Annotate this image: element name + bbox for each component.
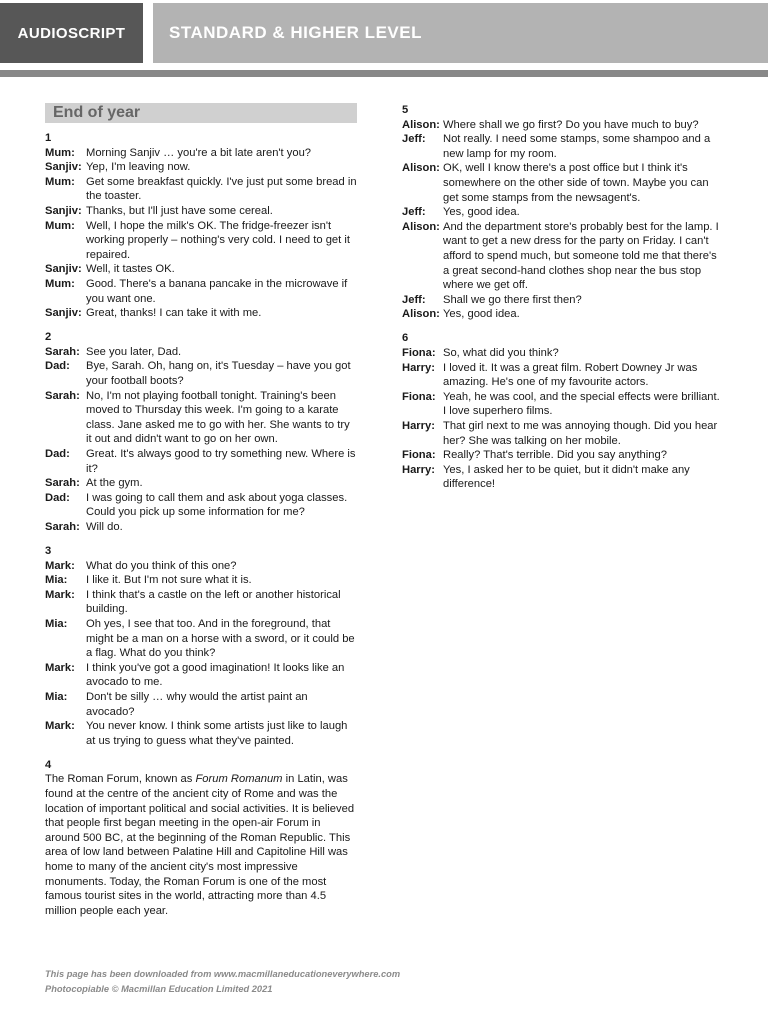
dialogue-line [45,491,357,520]
dialogue-line [45,661,357,690]
dialogue-text: Don't be silly … why would the artist paint an avocado? [86,690,308,718]
dialogue-line [402,220,724,293]
dialogue-text: Will do. [86,520,123,533]
dialogue-line [402,132,724,161]
dialogue-text: Well, it tastes OK. [86,263,175,276]
dialogue-line [402,307,724,322]
dialogue-line [45,719,357,748]
audioscript-tab [0,3,143,63]
section-heading: End of year [45,103,357,123]
speaker-name: Mia: [45,618,68,630]
speaker-name: Sarah: [45,389,80,402]
dialogue-text: And the department store's probably best for the lamp. I want to get a new dress for the party on Friday. I can't afford to spend much, but someone told me that there's a great second-hand clothes shop near the bus stop where we get off. [443,220,719,292]
dialogue-text: You never know. I think some artists just like to laugh at us trying to guess what they've painted. [86,720,348,747]
dialogue-text: Yeah, he was cool, and the special effects were brilliant. I love superhero films. [443,390,720,418]
speaker-name: Alison: [402,162,440,175]
speaker-name: Mia: [45,574,68,587]
dialogue-text: Yep, I'm leaving now. [86,161,191,174]
dialogue-text: At the gym. [86,477,143,490]
dialogue-text: I like it. But I'm not sure what it is. [86,574,252,587]
dialogue-text: So, what did you think? [443,347,559,359]
speaker-name: Harry: [402,419,435,432]
level-banner [153,3,768,63]
speaker-name: Mark: [45,588,75,601]
speaker-name: Sanjiv: [45,204,82,217]
dialogue-line [402,118,724,133]
script-section-1 [45,131,357,321]
dialogue-line [402,448,724,463]
script-section-4 [45,758,357,919]
speaker-name: Sarah: [45,520,80,533]
dialogue-line [45,573,357,588]
dialogue-text: I think you've got a good imagination! It looks like an avocado to me. [86,661,345,689]
footer [45,967,565,996]
dialogue-line [45,559,357,574]
right-column [402,103,724,501]
dialogue-line [402,293,724,308]
dialogue-text: Get some breakfast quickly. I've just put some bread in the toaster. [86,175,357,203]
dialogue-line [45,345,357,360]
dialogue-text: See you later, Dad. [86,345,182,358]
audioscript-label: AUDIOSCRIPT [17,24,126,42]
speaker-name: Alison: [402,118,440,131]
speaker-name: Mum: [45,219,75,232]
dialogue-text: Great, thanks! I can take it with me. [86,307,262,320]
speaker-name: Jeff: [402,133,426,146]
dialogue-text: OK, well I know there's a post office but I think it's somewhere on the other side of town. Maybe you can get some stamps from the newsagent's. [443,162,709,204]
dialogue-text: I loved it. It was a great film. Robert Downey Jr was amazing. He's one of my favourite actors. [443,361,698,389]
dialogue-line [45,219,357,263]
dialogue-text: Good. There's a banana pancake in the microwave if you want one. [86,277,348,305]
speaker-name: Mum: [45,175,75,188]
speaker-name: Fiona: [402,390,436,403]
speaker-name: Harry: [402,463,435,476]
dialogue-line [45,476,357,491]
speaker-name: Dad: [45,360,70,373]
speaker-name: Alison: [402,220,440,233]
dialogue-line [45,389,357,447]
speaker-name: Mum: [45,277,75,290]
dialogue-text: I think that's a castle on the left or another historical building. [86,588,341,616]
dialogue-line [45,160,357,175]
dialogue-line [45,447,357,476]
speaker-name: Jeff: [402,206,426,219]
speaker-name: Sanjiv: [45,307,82,320]
section-number: 3 [45,545,52,558]
script-section-2 [45,330,357,534]
dialogue-text: Morning Sanjiv … you're a bit late aren't you? [86,146,312,159]
speaker-name: Mia: [45,690,68,703]
forum-text-before: The Roman Forum, known as [45,773,196,786]
dialogue-text: Well, I hope the milk's OK. The fridge-freezer isn't working properly – nothing's very cold. I need to get it repaired. [86,219,350,261]
speaker-name: Harry: [402,361,435,374]
script-section-6 [402,331,724,492]
right-sections [402,103,724,492]
dialogue-text: Yes, good idea. [443,308,520,321]
dialogue-line [45,588,357,617]
speaker-name: Fiona: [402,347,436,359]
left-sections [45,131,357,748]
speaker-name: Mum: [45,146,75,159]
script-section-3 [45,544,357,748]
speaker-name: Sanjiv: [45,161,82,174]
download-notice: This page has been downloaded from www.macmillaneducationeverywhere.com [45,969,401,979]
dialogue-line [402,463,724,492]
dialogue-text: Yes, I asked her to be quiet, but it didn't make any difference! [443,463,690,491]
dialogue-line [402,161,724,205]
speaker-name: Sarah: [45,345,80,358]
dialogue-text: Bye, Sarah. Oh, hang on, it's Tuesday – have you got your football boots? [86,360,351,387]
script-section-5 [402,103,724,322]
speaker-name: Mark: [45,559,75,572]
copyright-notice: Photocopiable © Macmillan Education Limited 2021 [45,983,273,994]
speaker-name: Mark: [45,661,75,674]
section-number: 2 [45,331,52,344]
speaker-name: Mark: [45,720,75,733]
dialogue-line [45,175,357,204]
dialogue-line [45,146,357,161]
dialogue-text: I was going to call them and ask about yoga classes. Could you pick up some information for me? [86,491,348,519]
dialogue-line [45,204,357,219]
dialogue-line [45,359,357,388]
speaker-name: Alison: [402,308,440,321]
section-number: 5 [402,104,409,116]
dialogue-text: Shall we go there first then? [443,293,582,306]
dialogue-text: Not really. I need some stamps, some shampoo and a new lamp for my room. [443,133,711,160]
section-number: 6 [402,332,409,345]
dialogue-line [45,277,357,306]
forum-text-after: in Latin, was found at the centre of the ancient city of Rome and was the location of important political and social activities. It is believed that people first began meeting in the open-air Forum in around 500 BC, at the beginning of the Roman Republic. This area of low land between Palatine Hill and Capitoline Hill was home to many of the ancient city's most impressive monuments. Today, the Roman Forum is one of the most famous tourist sites in the world, attracting more than 4.5 million people each year. [45,773,355,917]
dialogue-text: Thanks, but I'll just have some cereal. [86,204,273,217]
dialogue-text: Oh yes, I see that too. And in the foreground, that might be a man on a horse with a sword, or it could be a flag. What do you think? [86,618,355,660]
dialogue-line [45,262,357,277]
section-number: 4 [45,758,52,771]
speaker-name: Dad: [45,491,70,504]
dialogue-line [402,205,724,220]
section-number: 1 [45,132,52,144]
dialogue-text: What do you think of this one? [86,559,237,572]
forum-latin-name: Forum Romanum [195,773,283,786]
level-label: STANDARD & HIGHER LEVEL [169,23,422,42]
header-rule [0,70,768,77]
dialogue-text: That girl next to me was annoying though. Did you hear her? She was talking on her mobile. [443,419,718,447]
dialogue-line [45,617,357,661]
speaker-name: Dad: [45,447,70,460]
dialogue-line [45,520,357,535]
forum-paragraph [45,772,357,918]
dialogue-text: Where shall we go first? Do you have much to buy? [443,118,699,131]
dialogue-text: Great. It's always good to try something new. Where is it? [86,447,356,475]
dialogue-line [402,361,724,390]
speaker-name: Jeff: [402,293,426,306]
speaker-name: Fiona: [402,449,436,462]
dialogue-text: Really? That's terrible. Did you say anything? [443,449,667,462]
dialogue-line [402,419,724,448]
speaker-name: Sanjiv: [45,263,82,276]
dialogue-line [45,690,357,719]
dialogue-line [45,306,357,321]
dialogue-line [402,346,724,361]
left-column [45,103,357,928]
dialogue-text: No, I'm not playing football tonight. Training's been moved to Thursday this week. I'm going to a karate class. Jane asked me to go with her. She wants to try it out and didn't want to go on her own. [86,389,350,446]
speaker-name: Sarah: [45,477,80,490]
dialogue-text: Yes, good idea. [443,206,520,219]
dialogue-line [402,390,724,419]
